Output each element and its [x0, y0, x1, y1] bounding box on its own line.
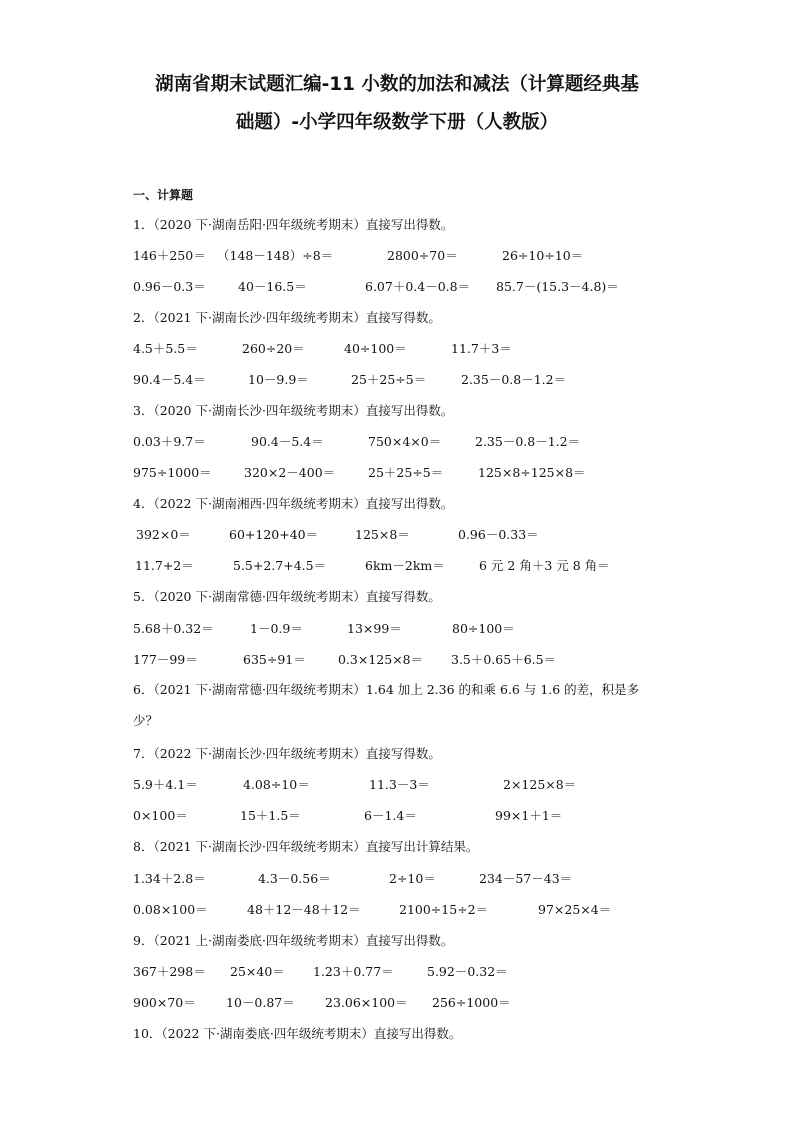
- equation: 6 元 2 角＋3 元 8 角＝: [479, 558, 610, 573]
- equation: 2100÷15÷2＝: [399, 902, 489, 917]
- question-10-heading: 10．（2022 下·湖南娄底·四年级统考期末）直接写出得数。: [133, 1026, 462, 1041]
- equation: 635÷91＝: [243, 652, 306, 667]
- equation: 99×1＋1＝: [495, 808, 563, 823]
- question-2-heading: 2．（2021 下·湖南长沙·四年级统考期末）直接写得数。: [133, 310, 441, 325]
- equation: 15＋1.5＝: [240, 808, 301, 823]
- question-5-heading: 5．（2020 下·湖南常德·四年级统考期末）直接写得数。: [133, 589, 441, 604]
- equation: 0×100＝: [133, 808, 188, 823]
- equation: 6km－2km＝: [365, 558, 445, 573]
- equation: 25×40＝: [230, 964, 285, 979]
- question-9-heading: 9．（2021 上·湖南娄底·四年级统考期末）直接写出得数。: [133, 933, 454, 948]
- question-1-heading: 1．（2020 下·湖南岳阳·四年级统考期末）直接写出得数。: [133, 217, 454, 232]
- equation: 40÷100＝: [344, 341, 407, 356]
- equation: 2×125×8＝: [503, 777, 577, 792]
- equation: 975÷1000＝: [133, 465, 212, 480]
- equation: 177－99＝: [133, 652, 198, 667]
- equation: 392×0＝: [136, 527, 191, 542]
- equation: 90.4－5.4＝: [133, 372, 206, 387]
- equation: 26÷10÷10＝: [502, 248, 584, 263]
- equation: 260÷20＝: [242, 341, 305, 356]
- equation: 4.3－0.56＝: [258, 871, 331, 886]
- equation: 0.96－0.33＝: [458, 527, 539, 542]
- equation: 10－0.87＝: [226, 995, 295, 1010]
- equation: 25＋25÷5＝: [368, 465, 444, 480]
- equation: 4.08÷10＝: [243, 777, 310, 792]
- equation: 6－1.4＝: [364, 808, 417, 823]
- equation: 13×99＝: [347, 621, 402, 636]
- equation: 5.5+2.7+4.5＝: [233, 558, 327, 573]
- equation: 125×8＝: [355, 527, 410, 542]
- equation: 0.08×100＝: [133, 902, 208, 917]
- equation: 80÷100＝: [452, 621, 515, 636]
- equation: 2800÷70＝: [387, 248, 458, 263]
- equation: 3.5＋0.65＋6.5＝: [451, 652, 557, 667]
- equation: 146＋250＝: [133, 248, 206, 263]
- equation: 256÷1000＝: [432, 995, 511, 1010]
- equation: 1－0.9＝: [250, 621, 303, 636]
- equation: 97×25×4＝: [538, 902, 612, 917]
- equation: 900×70＝: [133, 995, 196, 1010]
- question-3-heading: 3．（2020 下·湖南长沙·四年级统考期末）直接写出得数。: [133, 403, 454, 418]
- equation: 5.68＋0.32＝: [133, 621, 214, 636]
- question-7-heading: 7．（2022 下·湖南长沙·四年级统考期末）直接写得数。: [133, 746, 441, 761]
- equation: 40－16.5＝: [238, 279, 307, 294]
- question-8-heading: 8．（2021 下·湖南长沙·四年级统考期末）直接写出计算结果。: [133, 839, 479, 854]
- equation: 0.3×125×8＝: [338, 652, 424, 667]
- title-line-1: 湖南省期末试题汇编-11 小数的加法和减法（计算题经典基: [155, 74, 639, 95]
- equation: 85.7－(15.3－4.8)＝: [496, 279, 619, 294]
- title-line-2: 础题）-小学四年级数学下册（人教版）: [235, 112, 559, 133]
- equation: 60+120+40＝: [229, 527, 319, 542]
- section-heading: 一、计算题: [133, 188, 194, 202]
- equation: 6.07＋0.4－0.8＝: [365, 279, 471, 294]
- equation: 2.35－0.8－1.2＝: [475, 434, 581, 449]
- equation: 11.7+2＝: [135, 558, 194, 573]
- equation: 11.7＋3＝: [451, 341, 512, 356]
- equation: 750×4×0＝: [368, 434, 442, 449]
- equation: 234－57－43＝: [479, 871, 573, 886]
- question-4-heading: 4．（2022 下·湖南湘西·四年级统考期末）直接写出得数。: [133, 496, 454, 511]
- page-title: [95, 66, 699, 142]
- equation: 90.4－5.4＝: [251, 434, 324, 449]
- equation: 5.9＋4.1＝: [133, 777, 198, 792]
- equation: 48＋12－48＋12＝: [247, 902, 361, 917]
- equation: 4.5＋5.5＝: [133, 341, 198, 356]
- equation: 1.34＋2.8＝: [133, 871, 206, 886]
- equation: 2÷10＝: [389, 871, 436, 886]
- equation: 5.92－0.32＝: [427, 964, 508, 979]
- equation: 320×2－400＝: [244, 465, 336, 480]
- equation: 1.23＋0.77＝: [313, 964, 394, 979]
- question-6-text: 6．（2021 下·湖南常德·四年级统考期末）1.64 加上 2.36 的和乘 6.6 与 1.6 的差，积是多少？: [133, 682, 640, 728]
- equation: 10－9.9＝: [248, 372, 309, 387]
- equation: 23.06×100＝: [325, 995, 408, 1010]
- equation: 11.3－3＝: [369, 777, 430, 792]
- equation: 367＋298＝: [133, 964, 206, 979]
- equation: 25＋25÷5＝: [351, 372, 427, 387]
- equation: （148－148）÷8＝: [217, 248, 334, 263]
- equation: 0.96－0.3＝: [133, 279, 206, 294]
- equation: 2.35－0.8－1.2＝: [461, 372, 567, 387]
- equation: 125×8÷125×8＝: [478, 465, 586, 480]
- equation: 0.03＋9.7＝: [133, 434, 206, 449]
